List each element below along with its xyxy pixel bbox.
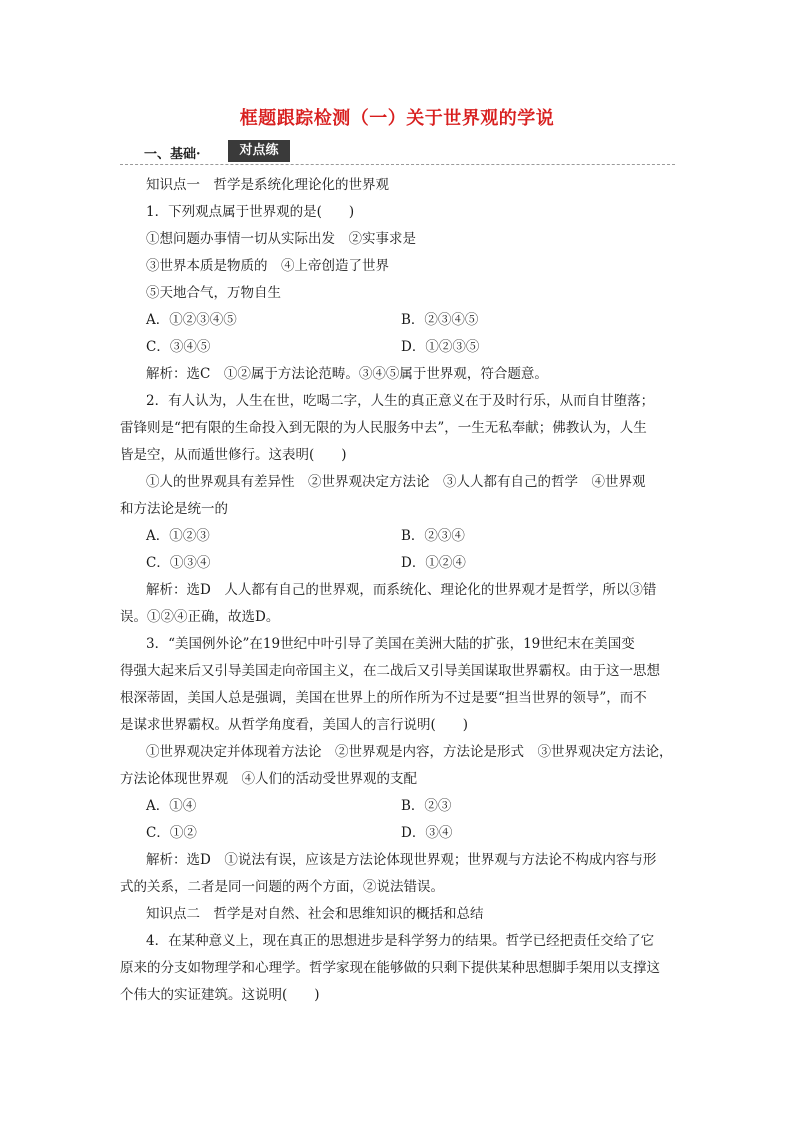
answer-analysis: 误。①②④正确，故选D。 <box>120 609 280 625</box>
section-label: 一、基础· <box>144 147 201 162</box>
page-title: 框题跟踪检测（一）关于世界观的学说 <box>239 108 555 129</box>
section-header <box>120 140 675 165</box>
question-stem: 皆是空，从而遁世修行。这表明( ) <box>120 447 347 463</box>
question-stem: 原来的分支如物理学和心理学。哲学家现在能够做的只剩下提供某种思想脚手架用以支撑这 <box>120 960 660 976</box>
answer-analysis: 式的关系，二者是同一问题的两个方面，②说法错误。 <box>120 879 444 895</box>
question-item: ①想问题办事情一切从实际出发 ②实事求是 <box>146 231 416 247</box>
question-item: ⑤天地合气，万物自生 <box>146 285 281 301</box>
question-item: ③世界本质是物质的 ④上帝创造了世界 <box>146 258 389 274</box>
question-stem: 根深蒂固，美国人总是强调，美国在世界上的所作所为不过是要“担当世界的领导”，而不 <box>120 690 647 706</box>
answer-analysis: 解析：选D ①说法有误，应该是方法论体现世界观；世界观与方法论不构成内容与形 <box>146 852 657 868</box>
question-stem: 个伟大的实证建筑。这说明( ) <box>120 987 320 1003</box>
question-stem: 4．在某种意义上，现在真正的思想进步是科学努力的结果。哲学已经把责任交给了它 <box>146 933 655 949</box>
answer-option: D．③④ <box>401 825 453 841</box>
question-item: ①世界观决定并体现着方法论 ②世界观是内容，方法论是形式 ③世界观决定方法论， <box>146 744 673 760</box>
knowledge-point-heading: 知识点一 哲学是系统化理论化的世界观 <box>146 177 389 193</box>
question-stem: 得强大起来后又引导美国走向帝国主义，在二战后又引导美国谋取世界霸权。由于这一思想 <box>120 663 660 679</box>
answer-option: C．①③④ <box>146 555 211 571</box>
answer-option: B．②③④⑤ <box>401 312 479 328</box>
question-item: ①人的世界观具有差异性 ②世界观决定方法论 ③人人都有自己的哲学 ④世界观 <box>146 474 646 490</box>
answer-analysis: 解析：选C ①②属于方法论范畴。③④⑤属于世界观，符合题意。 <box>146 366 548 382</box>
answer-option: C．①② <box>146 825 197 841</box>
knowledge-point-heading: 知识点二 哲学是对自然、社会和思维知识的概括和总结 <box>146 906 484 922</box>
question-stem: 3．“美国例外论”在19世纪中叶引导了美国在美洲大陆的扩张，19世纪末在美国变 <box>146 636 635 652</box>
question-item: 方法论体现世界观 ④人们的活动受世界观的支配 <box>120 771 417 787</box>
answer-option: B．②③④ <box>401 528 465 544</box>
question-stem: 雷锋则是“把有限的生命投入到无限的为人民服务中去”，一生无私奉献；佛教认为，人生 <box>120 420 647 436</box>
question-item: 和方法论是统一的 <box>120 501 228 517</box>
answer-option: D．①②④ <box>401 555 466 571</box>
answer-option: A．①②③④⑤ <box>146 312 237 328</box>
section-badge: 对点练 <box>228 140 290 162</box>
question-stem: 是谋求世界霸权。从哲学角度看，美国人的言行说明( ) <box>120 717 469 733</box>
answer-option: A．①④ <box>146 798 197 814</box>
answer-option: D．①②③⑤ <box>401 339 480 355</box>
answer-option: A．①②③ <box>146 528 210 544</box>
question-stem: 1．下列观点属于世界观的是( ) <box>146 204 355 220</box>
answer-option: C．③④⑤ <box>146 339 211 355</box>
answer-option: B．②③ <box>401 798 452 814</box>
answer-analysis: 解析：选D 人人都有自己的世界观，而系统化、理论化的世界观才是哲学，所以③错 <box>146 582 657 598</box>
question-stem: 2．有人认为，人生在世，吃喝二字，人生的真正意义在于及时行乐，从而自甘堕落； <box>146 393 655 409</box>
